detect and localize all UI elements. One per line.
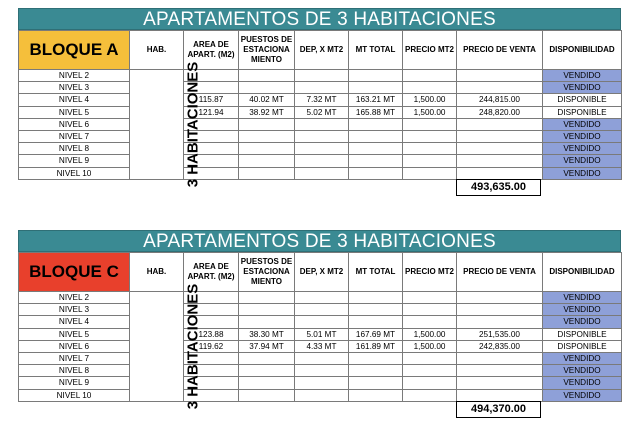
dep-cell — [295, 167, 349, 179]
precio-mt2-cell — [403, 143, 457, 155]
precio-mt2-cell — [403, 70, 457, 82]
header-area: AREA DE APART. (M2) — [184, 253, 239, 292]
table-row — [19, 304, 622, 316]
dep-cell — [295, 292, 349, 304]
nivel-cell: NIVEL 5 — [19, 106, 130, 118]
table-row — [19, 316, 622, 328]
nivel-cell: NIVEL 8 — [19, 365, 130, 377]
hab-vertical-label: 3 HABITACIONES — [184, 61, 202, 188]
dep-cell: 5.01 MT — [295, 328, 349, 340]
precio-venta-cell: 244,815.00 — [457, 94, 543, 106]
disponibilidad-cell: VENDIDO — [543, 130, 622, 142]
header-precio-mt2: PRECIO MT2 — [403, 31, 457, 70]
disponibilidad-cell: VENDIDO — [543, 167, 622, 179]
block-c-banner-title: APARTAMENTOS DE 3 HABITACIONES — [18, 230, 621, 252]
mt-total-cell — [349, 167, 403, 179]
mt-total-cell: 163.21 MT — [349, 94, 403, 106]
area-cell: 123.88 — [184, 328, 239, 340]
mt-total-cell — [349, 118, 403, 130]
disponibilidad-cell: VENDIDO — [543, 389, 622, 401]
precio-mt2-cell — [403, 316, 457, 328]
precio-mt2-cell — [403, 365, 457, 377]
puestos-cell — [239, 118, 295, 130]
precio-mt2-cell — [403, 130, 457, 142]
disponibilidad-cell: VENDIDO — [543, 70, 622, 82]
disponibilidad-cell: VENDIDO — [543, 82, 622, 94]
precio-venta-cell — [457, 118, 543, 130]
precio-mt2-cell: 1,500.00 — [403, 106, 457, 118]
mt-total-cell — [349, 352, 403, 364]
dep-cell — [295, 130, 349, 142]
puestos-cell — [239, 292, 295, 304]
disponibilidad-cell: VENDIDO — [543, 352, 622, 364]
precio-venta-cell — [457, 70, 543, 82]
mt-total-cell — [349, 70, 403, 82]
puestos-cell: 38.30 MT — [239, 328, 295, 340]
block-a-bloque-label: BLOQUE A — [19, 31, 130, 70]
dep-cell — [295, 304, 349, 316]
block-a-banner-title: APARTAMENTOS DE 3 HABITACIONES — [18, 8, 621, 30]
puestos-cell — [239, 365, 295, 377]
precio-venta-cell — [457, 389, 543, 401]
nivel-cell: NIVEL 6 — [19, 340, 130, 352]
nivel-cell: NIVEL 4 — [19, 94, 130, 106]
disponibilidad-cell: VENDIDO — [543, 377, 622, 389]
mt-total-cell: 161.89 MT — [349, 340, 403, 352]
precio-venta-cell — [457, 130, 543, 142]
precio-mt2-cell — [403, 352, 457, 364]
mt-total-cell — [349, 389, 403, 401]
nivel-cell: NIVEL 7 — [19, 352, 130, 364]
mt-total-cell — [349, 377, 403, 389]
header-hab: HAB. — [130, 31, 184, 70]
header-precio-mt2: PRECIO MT2 — [403, 253, 457, 292]
hab-vertical-label-cell — [130, 283, 202, 410]
precio-venta-cell — [457, 304, 543, 316]
puestos-cell — [239, 143, 295, 155]
block-a-header-row — [19, 31, 622, 70]
header-dep: DEP, X MT2 — [295, 31, 349, 70]
mt-total-cell: 167.69 MT — [349, 328, 403, 340]
mt-total-cell — [349, 365, 403, 377]
table-row — [19, 143, 622, 155]
area-cell: 119.62 — [184, 340, 239, 352]
dep-cell: 7.32 MT — [295, 94, 349, 106]
table-row — [19, 70, 622, 82]
dep-cell — [295, 70, 349, 82]
dep-cell — [295, 82, 349, 94]
precio-venta-cell — [457, 316, 543, 328]
dep-cell — [295, 143, 349, 155]
block-c-section — [18, 230, 621, 420]
mt-total-cell — [349, 292, 403, 304]
disponibilidad-cell: VENDIDO — [543, 155, 622, 167]
puestos-cell — [239, 82, 295, 94]
block-c-header-row — [19, 253, 622, 292]
table-row — [19, 82, 622, 94]
block-a-section — [18, 8, 621, 198]
table-row — [19, 106, 622, 118]
header-puestos: PUESTOS DE ESTACIONA MIENTO — [239, 253, 295, 292]
precio-mt2-cell: 1,500.00 — [403, 94, 457, 106]
precio-mt2-cell — [403, 377, 457, 389]
disponibilidad-cell: DISPONIBLE — [543, 106, 622, 118]
dep-cell — [295, 389, 349, 401]
dep-cell: 4.33 MT — [295, 340, 349, 352]
precio-mt2-cell — [403, 304, 457, 316]
header-puestos: PUESTOS DE ESTACIONA MIENTO — [239, 31, 295, 70]
hab-vertical-label-cell — [130, 61, 202, 188]
puestos-cell — [239, 352, 295, 364]
dep-cell — [295, 118, 349, 130]
header-dep: DEP, X MT2 — [295, 253, 349, 292]
nivel-cell: NIVEL 8 — [19, 143, 130, 155]
block-a-total-row — [18, 180, 621, 198]
mt-total-cell — [349, 130, 403, 142]
precio-mt2-cell — [403, 82, 457, 94]
precio-venta-cell — [457, 352, 543, 364]
hab-vertical-label: 3 HABITACIONES — [184, 283, 202, 410]
disponibilidad-cell: VENDIDO — [543, 292, 622, 304]
puestos-cell — [239, 304, 295, 316]
area-cell: 121.94 — [184, 106, 239, 118]
puestos-cell — [239, 377, 295, 389]
precio-mt2-cell — [403, 167, 457, 179]
puestos-cell — [239, 70, 295, 82]
nivel-cell: NIVEL 3 — [19, 82, 130, 94]
puestos-cell — [239, 167, 295, 179]
table-row — [19, 328, 622, 340]
nivel-cell: NIVEL 6 — [19, 118, 130, 130]
precio-venta-cell: 242,835.00 — [457, 340, 543, 352]
puestos-cell — [239, 130, 295, 142]
puestos-cell — [239, 155, 295, 167]
disponibilidad-cell: VENDIDO — [543, 118, 622, 130]
block-c-total-row — [18, 402, 621, 420]
precio-venta-cell — [457, 292, 543, 304]
header-disponibilidad: DISPONIBILIDAD — [543, 253, 622, 292]
precio-venta-cell: 251,535.00 — [457, 328, 543, 340]
dep-cell — [295, 155, 349, 167]
table-row — [19, 352, 622, 364]
table-row — [19, 389, 622, 401]
area-cell: 115.87 — [184, 94, 239, 106]
header-hab: HAB. — [130, 253, 184, 292]
precio-venta-cell — [457, 155, 543, 167]
puestos-cell: 40.02 MT — [239, 94, 295, 106]
table-row — [19, 94, 622, 106]
table-row — [19, 365, 622, 377]
table-row — [19, 292, 622, 304]
precio-venta-cell — [457, 82, 543, 94]
mt-total-cell: 165.88 MT — [349, 106, 403, 118]
mt-total-cell — [349, 155, 403, 167]
puestos-cell: 38.92 MT — [239, 106, 295, 118]
puestos-cell — [239, 389, 295, 401]
nivel-cell: NIVEL 10 — [19, 389, 130, 401]
precio-venta-cell — [457, 377, 543, 389]
precio-mt2-cell: 1,500.00 — [403, 340, 457, 352]
precio-mt2-cell — [403, 118, 457, 130]
disponibilidad-cell: DISPONIBLE — [543, 328, 622, 340]
puestos-cell — [239, 316, 295, 328]
table-row — [19, 130, 622, 142]
precio-venta-cell — [457, 365, 543, 377]
nivel-cell: NIVEL 2 — [19, 292, 130, 304]
precio-venta-cell — [457, 167, 543, 179]
precio-mt2-cell — [403, 389, 457, 401]
nivel-cell: NIVEL 5 — [19, 328, 130, 340]
header-precio-venta: PRECIO DE VENTA — [457, 31, 543, 70]
dep-cell — [295, 377, 349, 389]
nivel-cell: NIVEL 3 — [19, 304, 130, 316]
nivel-cell: NIVEL 9 — [19, 377, 130, 389]
disponibilidad-cell: VENDIDO — [543, 304, 622, 316]
nivel-cell: NIVEL 10 — [19, 167, 130, 179]
disponibilidad-cell: DISPONIBLE — [543, 340, 622, 352]
puestos-cell: 37.94 MT — [239, 340, 295, 352]
block-c-total: 494,370.00 — [456, 401, 541, 418]
mt-total-cell — [349, 143, 403, 155]
table-row — [19, 340, 622, 352]
disponibilidad-cell: VENDIDO — [543, 365, 622, 377]
disponibilidad-cell: VENDIDO — [543, 143, 622, 155]
block-a-total: 493,635.00 — [456, 179, 541, 196]
precio-venta-cell — [457, 143, 543, 155]
precio-mt2-cell: 1,500.00 — [403, 328, 457, 340]
block-c-bloque-label: BLOQUE C — [19, 253, 130, 292]
header-mt-total: MT TOTAL — [349, 253, 403, 292]
precio-venta-cell: 248,820.00 — [457, 106, 543, 118]
nivel-cell: NIVEL 4 — [19, 316, 130, 328]
mt-total-cell — [349, 316, 403, 328]
disponibilidad-cell: VENDIDO — [543, 316, 622, 328]
dep-cell — [295, 365, 349, 377]
table-row — [19, 377, 622, 389]
precio-mt2-cell — [403, 155, 457, 167]
nivel-cell: NIVEL 9 — [19, 155, 130, 167]
header-area: AREA DE APART. (M2) — [184, 31, 239, 70]
nivel-cell: NIVEL 7 — [19, 130, 130, 142]
table-row — [19, 118, 622, 130]
precio-mt2-cell — [403, 292, 457, 304]
nivel-cell: NIVEL 2 — [19, 70, 130, 82]
header-disponibilidad: DISPONIBILIDAD — [543, 31, 622, 70]
header-precio-venta: PRECIO DE VENTA — [457, 253, 543, 292]
mt-total-cell — [349, 82, 403, 94]
table-row — [19, 155, 622, 167]
disponibilidad-cell: DISPONIBLE — [543, 94, 622, 106]
dep-cell — [295, 316, 349, 328]
header-mt-total: MT TOTAL — [349, 31, 403, 70]
mt-total-cell — [349, 304, 403, 316]
table-row — [19, 167, 622, 179]
dep-cell — [295, 352, 349, 364]
dep-cell: 5.02 MT — [295, 106, 349, 118]
